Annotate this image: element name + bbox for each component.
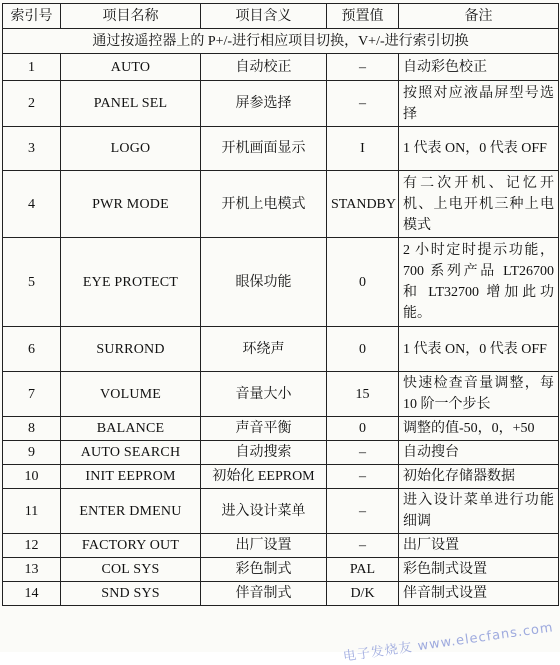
row-preset-value: 0 xyxy=(327,417,399,441)
row-preset-value: 0 xyxy=(327,327,399,372)
row-preset-value: STANDBY xyxy=(327,171,399,238)
table-row xyxy=(3,489,559,534)
row-item-meaning: 自动搜索 xyxy=(201,441,327,465)
row-remarks: 2 小时定时提示功能，700 系列产品 LT26700 和 LT32700 增加此功能。 xyxy=(399,238,559,327)
row-index: 5 xyxy=(3,238,61,327)
row-preset-value: – xyxy=(327,441,399,465)
table-row xyxy=(3,582,559,606)
header-row xyxy=(3,4,559,29)
row-remarks: 按照对应液晶屏型号选择 xyxy=(399,81,559,127)
row-remarks: 1 代表 ON，0 代表 OFF xyxy=(399,327,559,372)
row-item-meaning: 自动校正 xyxy=(201,54,327,81)
row-item-name: ENTER DMENU xyxy=(61,489,201,534)
table-row xyxy=(3,417,559,441)
row-item-name: FACTORY OUT xyxy=(61,534,201,558)
row-index: 2 xyxy=(3,81,61,127)
row-item-name: INIT EEPROM xyxy=(61,465,201,489)
row-preset-value: – xyxy=(327,534,399,558)
factory-menu-table xyxy=(2,3,559,606)
row-index: 4 xyxy=(3,171,61,238)
row-remarks: 初始化存储器数据 xyxy=(399,465,559,489)
row-item-meaning: 开机上电模式 xyxy=(201,171,327,238)
header-preset-value: 预置值 xyxy=(327,4,399,29)
row-remarks: 有二次开机、记忆开机、上电开机三种上电模式 xyxy=(399,171,559,238)
row-item-meaning: 彩色制式 xyxy=(201,558,327,582)
row-item-meaning: 屏参选择 xyxy=(201,81,327,127)
row-index: 7 xyxy=(3,372,61,417)
row-item-name: LOGO xyxy=(61,127,201,171)
row-remarks: 出厂设置 xyxy=(399,534,559,558)
table-row xyxy=(3,327,559,372)
row-remarks: 自动搜台 xyxy=(399,441,559,465)
row-index: 8 xyxy=(3,417,61,441)
row-index: 1 xyxy=(3,54,61,81)
watermark-text: 电子发烧友 www.elecfans.com xyxy=(342,620,555,665)
row-preset-value: – xyxy=(327,54,399,81)
row-item-meaning: 声音平衡 xyxy=(201,417,327,441)
row-item-meaning: 出厂设置 xyxy=(201,534,327,558)
row-preset-value: I xyxy=(327,127,399,171)
row-item-meaning: 眼保功能 xyxy=(201,238,327,327)
row-remarks: 彩色制式设置 xyxy=(399,558,559,582)
row-remarks: 自动彩色校正 xyxy=(399,54,559,81)
row-remarks: 调整的值-50，0，+50 xyxy=(399,417,559,441)
row-index: 13 xyxy=(3,558,61,582)
row-item-meaning: 音量大小 xyxy=(201,372,327,417)
row-preset-value: – xyxy=(327,465,399,489)
row-preset-value: D/K xyxy=(327,582,399,606)
header-item-name: 项目名称 xyxy=(61,4,201,29)
row-item-name: VOLUME xyxy=(61,372,201,417)
row-item-meaning: 环绕声 xyxy=(201,327,327,372)
row-item-name: PANEL SEL xyxy=(61,81,201,127)
row-preset-value: 15 xyxy=(327,372,399,417)
row-index: 10 xyxy=(3,465,61,489)
row-item-meaning: 伴音制式 xyxy=(201,582,327,606)
row-index: 3 xyxy=(3,127,61,171)
table-row xyxy=(3,465,559,489)
header-index: 索引号 xyxy=(3,4,61,29)
table-row xyxy=(3,171,559,238)
span-note: 通过按遥控器上的 P+/-进行相应项目切换，V+/-进行索引切换 xyxy=(3,29,559,54)
row-item-name: COL SYS xyxy=(61,558,201,582)
row-item-name: BALANCE xyxy=(61,417,201,441)
table-row xyxy=(3,54,559,81)
table-row xyxy=(3,558,559,582)
row-preset-value: – xyxy=(327,81,399,127)
header-remarks: 备注 xyxy=(399,4,559,29)
watermark-logo xyxy=(342,616,555,664)
row-item-name: SURROND xyxy=(61,327,201,372)
row-item-meaning: 初始化 EEPROM xyxy=(201,465,327,489)
table-row xyxy=(3,534,559,558)
row-index: 12 xyxy=(3,534,61,558)
row-remarks: 进入设计菜单进行功能细调 xyxy=(399,489,559,534)
row-preset-value: 0 xyxy=(327,238,399,327)
row-preset-value: PAL xyxy=(327,558,399,582)
row-remarks: 快速检查音量调整，每 10 阶一个步长 xyxy=(399,372,559,417)
row-item-meaning: 进入设计菜单 xyxy=(201,489,327,534)
row-item-name: AUTO SEARCH xyxy=(61,441,201,465)
span-note-row xyxy=(3,29,559,54)
row-item-name: EYE PROTECT xyxy=(61,238,201,327)
row-item-name: SND SYS xyxy=(61,582,201,606)
row-index: 14 xyxy=(3,582,61,606)
row-index: 11 xyxy=(3,489,61,534)
row-preset-value: – xyxy=(327,489,399,534)
row-index: 9 xyxy=(3,441,61,465)
table-row xyxy=(3,81,559,127)
table-row xyxy=(3,441,559,465)
row-item-meaning: 开机画面显示 xyxy=(201,127,327,171)
row-item-name: PWR MODE xyxy=(61,171,201,238)
table-row xyxy=(3,127,559,171)
row-index: 6 xyxy=(3,327,61,372)
table-row xyxy=(3,238,559,327)
table-row xyxy=(3,372,559,417)
row-remarks: 伴音制式设置 xyxy=(399,582,559,606)
header-item-meaning: 项目含义 xyxy=(201,4,327,29)
row-item-name: AUTO xyxy=(61,54,201,81)
row-remarks: 1 代表 ON，0 代表 OFF xyxy=(399,127,559,171)
